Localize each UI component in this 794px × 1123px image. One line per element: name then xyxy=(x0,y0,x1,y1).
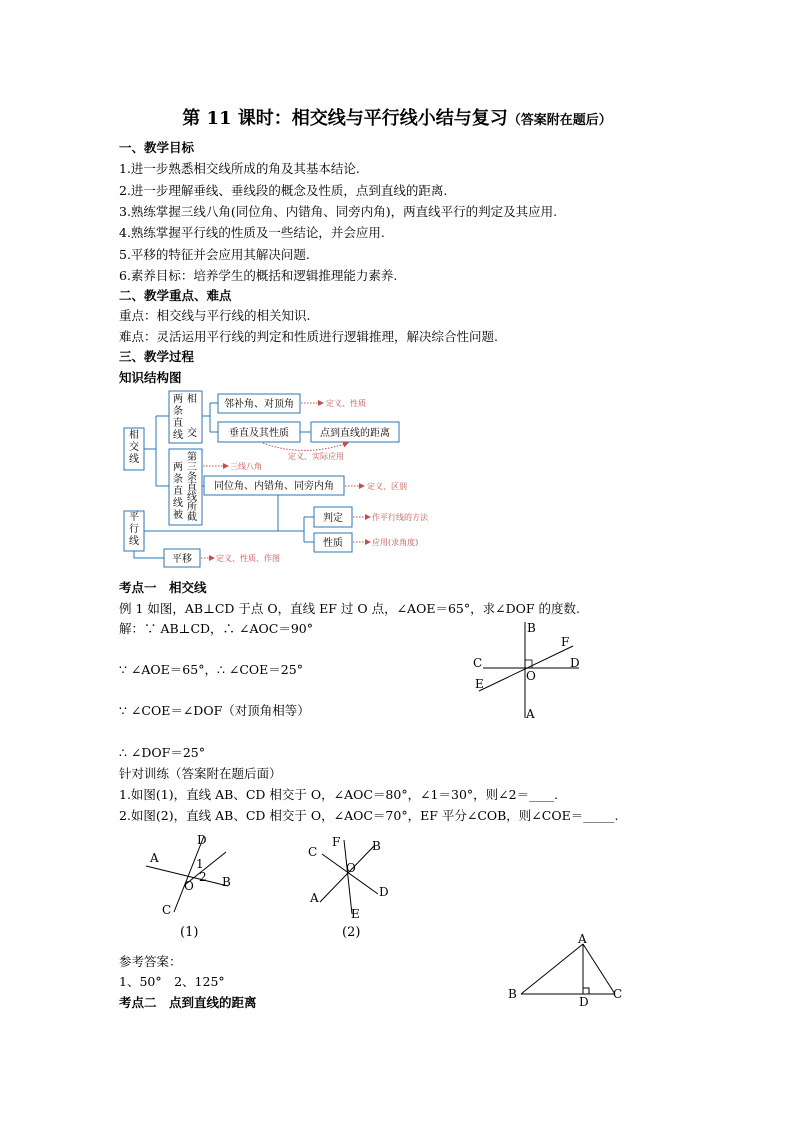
diagram-char: 所 xyxy=(187,502,197,513)
example-figure xyxy=(465,618,590,723)
pingyi-box: 平移 xyxy=(172,554,192,565)
label-C: C xyxy=(308,845,318,859)
pxx-char: 行 xyxy=(129,524,139,535)
note-text: 定义、区别 xyxy=(367,482,407,491)
sec1-heading: 一、教学目标 xyxy=(119,140,195,155)
chuizhi-box: 垂直及其性质 xyxy=(229,428,289,439)
label-E: E xyxy=(475,677,484,691)
diagram-char: 被 xyxy=(173,510,183,521)
diagram-char: 三 xyxy=(187,462,197,473)
xjx-char: 相 xyxy=(129,430,139,441)
reference-heading: 参考答案： xyxy=(119,954,182,969)
sec1-item: 6.素养目标：培养学生的概括和逻辑推理能力素养. xyxy=(119,268,398,283)
label-D: D xyxy=(570,656,580,670)
figure-1-caption: (1) xyxy=(180,925,199,940)
label-O: O xyxy=(526,669,536,683)
juli-box: 点到直线的距离 xyxy=(320,428,390,439)
sec1-item: 2.进一步理解垂线、垂线段的概念及性质，点到直线的距离. xyxy=(119,183,448,198)
label-A: A xyxy=(526,707,535,721)
solution-line: ∵ ∠COE＝∠DOF（对顶角相等） xyxy=(119,703,310,718)
diagram-char: 线 xyxy=(187,492,197,503)
sec1-item: 1.进一步熟悉相交线所成的角及其基本结论. xyxy=(119,161,360,176)
pxx-char: 线 xyxy=(129,536,139,547)
diagram-char: 直 xyxy=(173,418,183,429)
note-text: 应用(求角度) xyxy=(372,538,419,547)
diagram-char: 线 xyxy=(173,430,183,441)
kd2-heading: 考点二 点到直线的距离 xyxy=(119,995,257,1010)
title-main: 第 11 课时：相交线与平行线小结与复习 xyxy=(182,108,508,129)
figure-1 xyxy=(140,828,250,943)
note-text: 作平行线的方法 xyxy=(372,513,428,522)
difficult-point: 难点：灵活运用平行线的判定和性质进行逻辑推理，解决综合性问题. xyxy=(119,329,498,344)
sec3-heading: 三、教学过程 xyxy=(119,349,195,364)
example-1: 例 1 如图，AB⊥CD 于点 O，直线 EF 过 O 点，∠AOE＝65°，求∠DOF 的度数. xyxy=(119,601,580,616)
question-1: 1.如图(1)，直线 AB、CD 相交于 O，∠AOC＝80°，∠1＝30°，则∠2＝____. xyxy=(119,787,559,802)
label-F: F xyxy=(332,835,341,849)
note-text: 定义、性质 xyxy=(326,399,366,408)
diagram-char: 两 xyxy=(173,462,183,473)
label-B: B xyxy=(508,987,517,1001)
solution-line: 解：∵ AB⊥CD，∴ ∠AOC＝90° xyxy=(119,621,313,636)
label-D: D xyxy=(379,885,389,899)
diagram-char: 线 xyxy=(173,498,183,509)
label-O: O xyxy=(346,861,356,875)
bulinjiao-box: 邻补角、对顶角 xyxy=(224,399,294,410)
label-D: D xyxy=(579,995,589,1007)
diagram-char: 交 xyxy=(187,428,197,439)
answers: 1、50° 2、125° xyxy=(119,974,225,989)
diagram-char: 第 xyxy=(187,452,197,463)
figure-2 xyxy=(300,832,410,947)
label-A: A xyxy=(310,891,319,905)
solution-line: ∴ ∠DOF＝25° xyxy=(119,745,205,760)
jiao-box: 同位角、内错角、同旁内角 xyxy=(214,481,334,492)
label-C: C xyxy=(473,656,483,670)
structure-heading: 知识结构图 xyxy=(119,370,182,385)
label-1: 1 xyxy=(196,857,204,871)
sec2-heading: 二、教学重点、难点 xyxy=(119,288,232,303)
label-B: B xyxy=(372,839,381,853)
diagram-char: 直 xyxy=(173,486,183,497)
knowledge-diagram xyxy=(118,386,458,576)
xjx-char: 线 xyxy=(129,454,139,465)
triangle-figure xyxy=(505,932,625,1007)
question-2: 2.如图(2)，直线 AB、CD 相交于 O，∠AOC＝70°，EF 平分∠COB，则∠COE＝_____. xyxy=(119,808,619,823)
note-text: 定义、实际应用 xyxy=(288,452,344,461)
kd1-heading: 考点一 相交线 xyxy=(119,580,207,595)
diagram-char: 条 xyxy=(187,472,197,483)
key-point: 重点：相交线与平行线的相关知识. xyxy=(119,308,311,323)
label-B: B xyxy=(222,875,231,889)
label-O: O xyxy=(184,879,194,893)
pxx-char: 平 xyxy=(129,512,139,523)
solution-line: ∵ ∠AOE＝65°，∴ ∠COE＝25° xyxy=(119,662,303,677)
diagram-char: 两 xyxy=(173,394,183,405)
diagram-char: 直 xyxy=(187,482,197,493)
diagram-char: 条 xyxy=(173,406,183,417)
note-text: 三线八角 xyxy=(230,462,262,471)
page-title xyxy=(0,104,794,130)
xingzhi-box: 性质 xyxy=(323,538,343,549)
label-C: C xyxy=(162,903,172,917)
title-note: （答案附在题后） xyxy=(507,113,612,128)
label-2: 2 xyxy=(199,870,207,884)
label-A: A xyxy=(150,851,159,865)
figure-2-caption: (2) xyxy=(342,925,361,940)
label-C: C xyxy=(613,987,623,1001)
practice-heading: 针对训练（答案附在题后面） xyxy=(119,766,282,781)
diagram-char: 相 xyxy=(187,394,197,405)
diagram-char: 条 xyxy=(173,474,183,485)
xjx-char: 交 xyxy=(129,442,139,453)
label-A: A xyxy=(578,932,587,946)
sec1-item: 4.熟练掌握平行线的性质及一些结论，并会应用. xyxy=(119,225,385,240)
diagram-char: 截 xyxy=(187,512,197,523)
panding-box: 判定 xyxy=(323,513,343,524)
sec1-item: 5.平移的特征并会应用其解决问题. xyxy=(119,247,310,262)
label-B: B xyxy=(527,621,536,635)
label-F: F xyxy=(561,635,570,649)
label-D: D xyxy=(197,833,207,847)
label-E: E xyxy=(351,907,360,921)
sec1-item: 3.熟练掌握三线八角(同位角、内错角、同旁内角)，两直线平行的判定及其应用. xyxy=(119,204,558,219)
note-text: 定义、性质、作图 xyxy=(216,554,280,563)
